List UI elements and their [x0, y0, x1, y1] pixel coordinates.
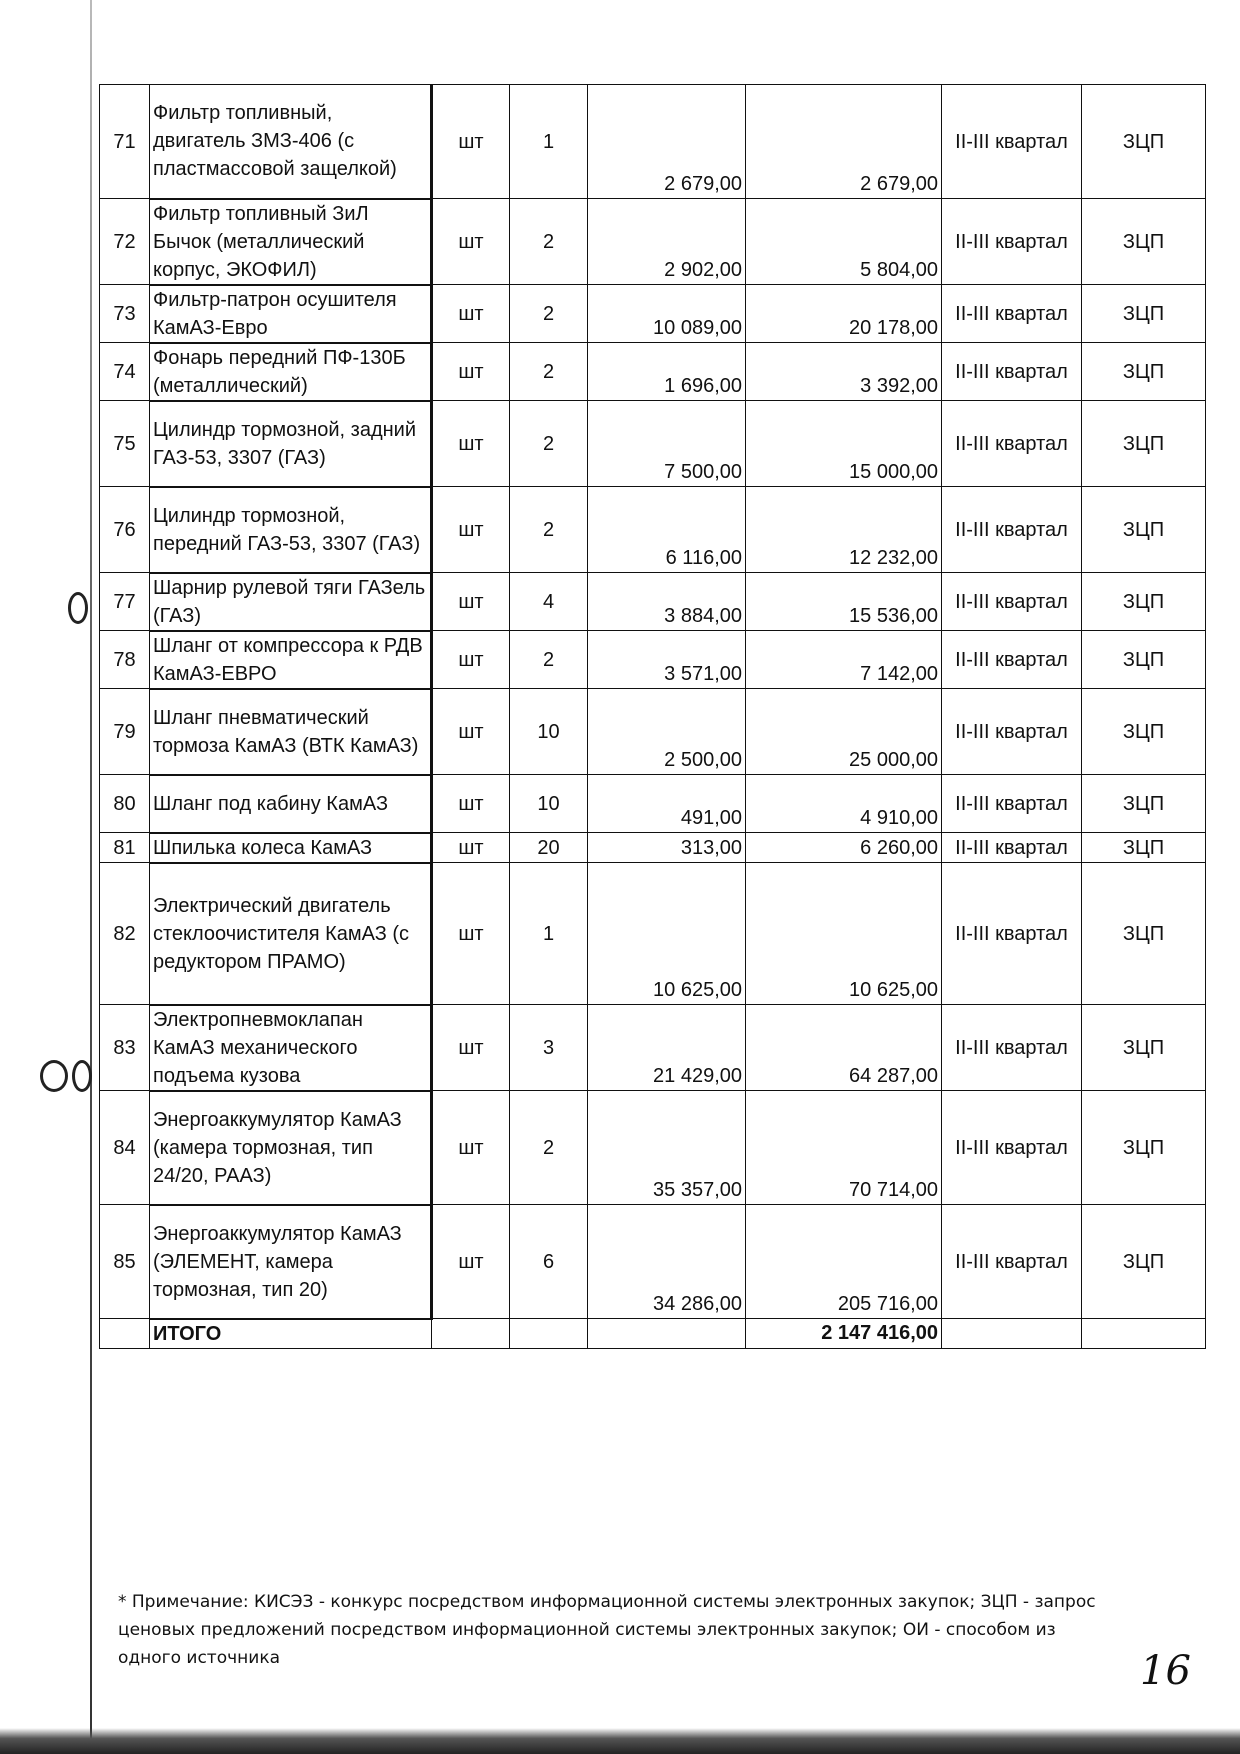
punch-hole-mark	[40, 1060, 68, 1092]
table-row	[100, 285, 1206, 343]
unit-cell: шт	[432, 401, 510, 487]
table-row	[100, 1205, 1206, 1319]
quantity-cell: 10	[510, 775, 588, 833]
procurement-method-cell: ЗЦП	[1082, 863, 1206, 1005]
row-number: 72	[100, 199, 150, 285]
item-name: Шарнир рулевой тяги ГАЗель (ГАЗ)	[150, 573, 432, 631]
delivery-period-cell: II-III квартал	[942, 1205, 1082, 1319]
procurement-method-cell: ЗЦП	[1082, 1005, 1206, 1091]
line-total-cell: 7 142,00	[746, 631, 942, 689]
unit-price-cell: 2 500,00	[588, 689, 746, 775]
procurement-method-cell: ЗЦП	[1082, 775, 1206, 833]
unit-price-cell: 1 696,00	[588, 343, 746, 401]
delivery-period-cell: II-III квартал	[942, 199, 1082, 285]
unit-price-cell: 21 429,00	[588, 1005, 746, 1091]
table-row	[100, 343, 1206, 401]
procurement-method-cell: ЗЦП	[1082, 833, 1206, 863]
unit-cell: шт	[432, 775, 510, 833]
unit-cell: шт	[432, 1091, 510, 1205]
quantity-cell: 4	[510, 573, 588, 631]
unit-cell: шт	[432, 833, 510, 863]
unit-price-cell: 34 286,00	[588, 1205, 746, 1319]
procurement-method-cell: ЗЦП	[1082, 401, 1206, 487]
row-number: 77	[100, 573, 150, 631]
row-number: 85	[100, 1205, 150, 1319]
unit-price-cell: 3 884,00	[588, 573, 746, 631]
punch-hole-mark	[68, 592, 88, 624]
line-total-cell: 3 392,00	[746, 343, 942, 401]
empty-cell	[588, 1319, 746, 1349]
line-total-cell: 15 000,00	[746, 401, 942, 487]
table-row	[100, 1091, 1206, 1205]
table-row	[100, 85, 1206, 199]
item-name: Шланг под кабину КамАЗ	[150, 775, 432, 833]
unit-cell: шт	[432, 689, 510, 775]
unit-price-cell: 10 089,00	[588, 285, 746, 343]
empty-cell	[510, 1319, 588, 1349]
item-name: Энергоаккумулятор КамАЗ (камера тормозная, тип 24/20, РААЗ)	[150, 1091, 432, 1205]
unit-cell: шт	[432, 863, 510, 1005]
empty-cell	[432, 1319, 510, 1349]
quantity-cell: 2	[510, 401, 588, 487]
row-number: 83	[100, 1005, 150, 1091]
procurement-method-cell: ЗЦП	[1082, 343, 1206, 401]
footnote: * Примечание: КИСЭЗ - конкурс посредством информационной системы электронных закупок; ЗЦП - запрос ценовых предложений посредством информационной системы электронных закупок; ОИ - способом из одного источника	[118, 1592, 1096, 1668]
item-name: Шланг от компрессора к РДВ КамАЗ-ЕВРО	[150, 631, 432, 689]
total-row	[100, 1319, 1206, 1349]
item-name: Фильтр топливный ЗиЛ Бычок (металлический корпус, ЭКОФИЛ)	[150, 199, 432, 285]
unit-cell: шт	[432, 487, 510, 573]
delivery-period-cell: II-III квартал	[942, 573, 1082, 631]
procurement-method-cell: ЗЦП	[1082, 1091, 1206, 1205]
unit-cell: шт	[432, 631, 510, 689]
item-name: Электрический двигатель стеклоочистителя КамАЗ (с редуктором ПРАМО)	[150, 863, 432, 1005]
line-total-cell: 70 714,00	[746, 1091, 942, 1205]
quantity-cell: 3	[510, 1005, 588, 1091]
unit-price-cell: 10 625,00	[588, 863, 746, 1005]
table-row	[100, 487, 1206, 573]
quantity-cell: 6	[510, 1205, 588, 1319]
total-label: ИТОГО	[150, 1319, 432, 1349]
delivery-period-cell: II-III квартал	[942, 285, 1082, 343]
unit-cell: шт	[432, 573, 510, 631]
table-row	[100, 631, 1206, 689]
unit-cell: шт	[432, 85, 510, 199]
row-number: 82	[100, 863, 150, 1005]
row-number: 71	[100, 85, 150, 199]
unit-cell: шт	[432, 285, 510, 343]
item-name: Фильтр топливный, двигатель ЗМЗ-406 (с пластмассовой защелкой)	[150, 85, 432, 199]
table-row	[100, 199, 1206, 285]
empty-cell	[1082, 1319, 1206, 1349]
item-name: Цилиндр тормозной, передний ГАЗ-53, 3307 (ГАЗ)	[150, 487, 432, 573]
total-num-cell	[100, 1319, 150, 1349]
row-number: 80	[100, 775, 150, 833]
line-total-cell: 12 232,00	[746, 487, 942, 573]
line-total-cell: 205 716,00	[746, 1205, 942, 1319]
row-number: 74	[100, 343, 150, 401]
procurement-method-cell: ЗЦП	[1082, 199, 1206, 285]
delivery-period-cell: II-III квартал	[942, 863, 1082, 1005]
procurement-method-cell: ЗЦП	[1082, 285, 1206, 343]
quantity-cell: 1	[510, 863, 588, 1005]
table-row	[100, 573, 1206, 631]
table-row	[100, 1005, 1206, 1091]
punch-hole-mark	[72, 1060, 92, 1092]
procurement-method-cell: ЗЦП	[1082, 487, 1206, 573]
row-number: 79	[100, 689, 150, 775]
delivery-period-cell: II-III квартал	[942, 487, 1082, 573]
delivery-period-cell: II-III квартал	[942, 343, 1082, 401]
unit-price-cell: 2 679,00	[588, 85, 746, 199]
row-number: 84	[100, 1091, 150, 1205]
unit-price-cell: 6 116,00	[588, 487, 746, 573]
item-name: Фильтр-патрон осушителя КамАЗ-Евро	[150, 285, 432, 343]
table-row	[100, 689, 1206, 775]
row-number: 78	[100, 631, 150, 689]
procurement-method-cell: ЗЦП	[1082, 573, 1206, 631]
quantity-cell: 2	[510, 631, 588, 689]
row-number: 81	[100, 833, 150, 863]
quantity-cell: 2	[510, 487, 588, 573]
delivery-period-cell: II-III квартал	[942, 689, 1082, 775]
quantity-cell: 2	[510, 199, 588, 285]
line-total-cell: 6 260,00	[746, 833, 942, 863]
quantity-cell: 10	[510, 689, 588, 775]
procurement-method-cell: ЗЦП	[1082, 85, 1206, 199]
line-total-cell: 5 804,00	[746, 199, 942, 285]
quantity-cell: 2	[510, 343, 588, 401]
scan-edge-shadow	[0, 1728, 1240, 1754]
binding-line	[90, 0, 92, 1754]
row-number: 73	[100, 285, 150, 343]
unit-price-cell: 35 357,00	[588, 1091, 746, 1205]
procurement-method-cell: ЗЦП	[1082, 1205, 1206, 1319]
table-body	[100, 85, 1206, 1319]
unit-cell: шт	[432, 1205, 510, 1319]
unit-price-cell: 7 500,00	[588, 401, 746, 487]
item-name: Электропневмоклапан КамАЗ механического подъема кузова	[150, 1005, 432, 1091]
procurement-method-cell: ЗЦП	[1082, 631, 1206, 689]
line-total-cell: 2 679,00	[746, 85, 942, 199]
table-row	[100, 863, 1206, 1005]
delivery-period-cell: II-III квартал	[942, 85, 1082, 199]
item-name: Шланг пневматический тормоза КамАЗ (ВТК КамАЗ)	[150, 689, 432, 775]
procurement-method-cell: ЗЦП	[1082, 689, 1206, 775]
line-total-cell: 20 178,00	[746, 285, 942, 343]
delivery-period-cell: II-III квартал	[942, 631, 1082, 689]
delivery-period-cell: II-III квартал	[942, 833, 1082, 863]
item-name: Фонарь передний ПФ-130Б (металлический)	[150, 343, 432, 401]
procurement-table	[99, 84, 1206, 1349]
unit-cell: шт	[432, 1005, 510, 1091]
quantity-cell: 20	[510, 833, 588, 863]
quantity-cell: 2	[510, 285, 588, 343]
empty-cell	[942, 1319, 1082, 1349]
delivery-period-cell: II-III квартал	[942, 1091, 1082, 1205]
line-total-cell: 10 625,00	[746, 863, 942, 1005]
item-name: Цилиндр тормозной, задний ГАЗ-53, 3307 (ГАЗ)	[150, 401, 432, 487]
item-name: Энергоаккумулятор КамАЗ (ЭЛЕМЕНТ, камера тормозная, тип 20)	[150, 1205, 432, 1319]
unit-price-cell: 3 571,00	[588, 631, 746, 689]
table-row	[100, 775, 1206, 833]
line-total-cell: 4 910,00	[746, 775, 942, 833]
unit-price-cell: 313,00	[588, 833, 746, 863]
unit-price-cell: 2 902,00	[588, 199, 746, 285]
quantity-cell: 2	[510, 1091, 588, 1205]
unit-cell: шт	[432, 343, 510, 401]
table-row	[100, 401, 1206, 487]
page-number: 16	[1140, 1648, 1191, 1694]
line-total-cell: 15 536,00	[746, 573, 942, 631]
delivery-period-cell: II-III квартал	[942, 775, 1082, 833]
unit-cell: шт	[432, 199, 510, 285]
table-row	[100, 833, 1206, 863]
item-name: Шпилька колеса КамАЗ	[150, 833, 432, 863]
row-number: 75	[100, 401, 150, 487]
unit-price-cell: 491,00	[588, 775, 746, 833]
row-number: 76	[100, 487, 150, 573]
total-value: 2 147 416,00	[746, 1319, 942, 1349]
line-total-cell: 25 000,00	[746, 689, 942, 775]
delivery-period-cell: II-III квартал	[942, 1005, 1082, 1091]
quantity-cell: 1	[510, 85, 588, 199]
delivery-period-cell: II-III квартал	[942, 401, 1082, 487]
line-total-cell: 64 287,00	[746, 1005, 942, 1091]
